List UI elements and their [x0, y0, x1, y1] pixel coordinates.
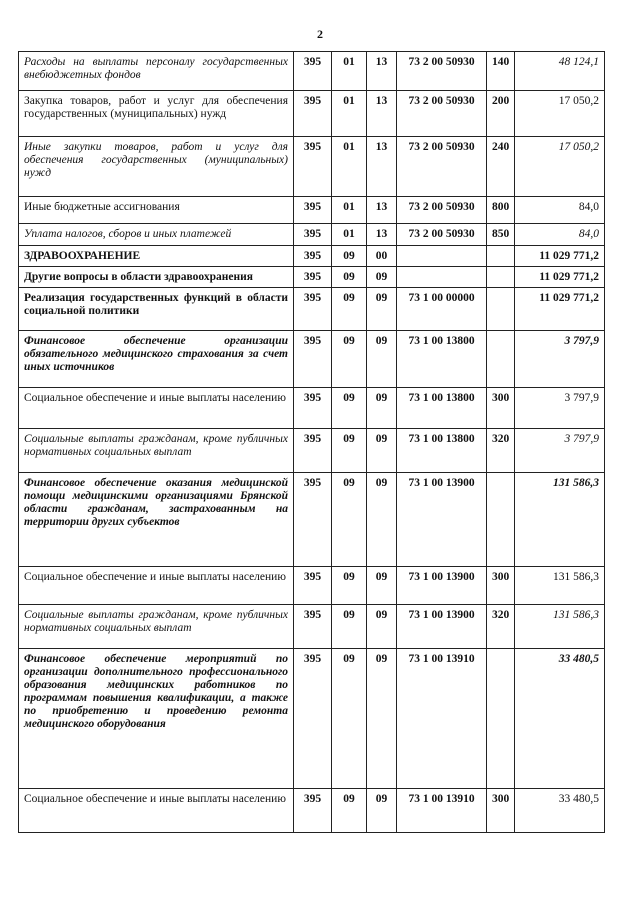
table-row — [19, 331, 605, 388]
row-expense-type: 300 — [487, 789, 515, 833]
row-target-article: 73 2 00 50930 — [397, 91, 487, 137]
row-name: Социальное обеспечение и иные выплаты населению — [19, 567, 294, 605]
row-section-code: 01 — [332, 91, 367, 137]
row-target-article: 73 1 00 13800 — [397, 388, 487, 429]
row-subsection-code: 09 — [367, 288, 397, 331]
row-grbs-code: 395 — [294, 137, 332, 197]
row-grbs-code: 395 — [294, 605, 332, 649]
row-expense-type: 240 — [487, 137, 515, 197]
table-row — [19, 224, 605, 246]
budget-table — [18, 51, 605, 833]
row-section-code: 09 — [332, 429, 367, 473]
row-section-code: 01 — [332, 52, 367, 91]
row-section-code: 09 — [332, 605, 367, 649]
row-target-article: 73 1 00 13910 — [397, 649, 487, 789]
row-grbs-code: 395 — [294, 91, 332, 137]
row-expense-type: 850 — [487, 224, 515, 246]
row-section-code: 09 — [332, 331, 367, 388]
row-target-article — [397, 246, 487, 267]
row-name: Финансовое обеспечение организации обязательного медицинского страхования за счет иных источников — [19, 331, 294, 388]
row-grbs-code: 395 — [294, 246, 332, 267]
row-target-article: 73 2 00 50930 — [397, 197, 487, 224]
row-section-code: 09 — [332, 473, 367, 567]
row-amount: 84,0 — [515, 197, 605, 224]
row-name: Социальные выплаты гражданам, кроме публичных нормативных социальных выплат — [19, 605, 294, 649]
row-subsection-code: 09 — [367, 429, 397, 473]
row-section-code: 09 — [332, 246, 367, 267]
row-subsection-code: 13 — [367, 137, 397, 197]
row-grbs-code: 395 — [294, 52, 332, 91]
row-expense-type — [487, 473, 515, 567]
row-target-article: 73 1 00 00000 — [397, 288, 487, 331]
row-name: Иные бюджетные ассигнования — [19, 197, 294, 224]
row-amount: 48 124,1 — [515, 52, 605, 91]
row-amount: 3 797,9 — [515, 331, 605, 388]
row-name: Социальные выплаты гражданам, кроме публичных нормативных социальных выплат — [19, 429, 294, 473]
row-subsection-code: 09 — [367, 605, 397, 649]
page-number: 2 — [317, 27, 323, 41]
table-row — [19, 246, 605, 267]
row-expense-type: 300 — [487, 567, 515, 605]
row-name: Закупка товаров, работ и услуг для обеспечения государственных (муниципальных) нужд — [19, 91, 294, 137]
row-name: Реализация государственных функций в области социальной политики — [19, 288, 294, 331]
table-row — [19, 137, 605, 197]
row-amount: 17 050,2 — [515, 137, 605, 197]
table-row — [19, 649, 605, 789]
row-amount: 11 029 771,2 — [515, 246, 605, 267]
row-target-article: 73 2 00 50930 — [397, 52, 487, 91]
row-grbs-code: 395 — [294, 331, 332, 388]
row-expense-type — [487, 267, 515, 288]
row-name: Социальное обеспечение и иные выплаты населению — [19, 388, 294, 429]
row-target-article: 73 2 00 50930 — [397, 224, 487, 246]
row-name: Финансовое обеспечение оказания медицинской помощи медицинскими организациями Брянской области гражданам, застрахованным на территории других субъектов — [19, 473, 294, 567]
row-subsection-code: 09 — [367, 267, 397, 288]
row-subsection-code: 13 — [367, 224, 397, 246]
row-grbs-code: 395 — [294, 429, 332, 473]
row-expense-type — [487, 288, 515, 331]
row-subsection-code: 09 — [367, 388, 397, 429]
row-grbs-code: 395 — [294, 388, 332, 429]
row-name: Уплата налогов, сборов и иных платежей — [19, 224, 294, 246]
row-amount: 11 029 771,2 — [515, 288, 605, 331]
row-expense-type: 200 — [487, 91, 515, 137]
table-row — [19, 473, 605, 567]
table-row — [19, 197, 605, 224]
row-section-code: 09 — [332, 267, 367, 288]
row-amount: 33 480,5 — [515, 649, 605, 789]
table-row — [19, 288, 605, 331]
row-name: Социальное обеспечение и иные выплаты населению — [19, 789, 294, 833]
row-target-article: 73 2 00 50930 — [397, 137, 487, 197]
row-target-article — [397, 267, 487, 288]
row-name: Финансовое обеспечение мероприятий по организации дополнительного профессионального образования медицинских работников по программам повышения квалификации, а также по приобретению и проведению ремонта медицинского оборудования — [19, 649, 294, 789]
row-target-article: 73 1 00 13800 — [397, 331, 487, 388]
row-target-article: 73 1 00 13900 — [397, 605, 487, 649]
table-row — [19, 789, 605, 833]
row-target-article: 73 1 00 13800 — [397, 429, 487, 473]
row-amount: 3 797,9 — [515, 388, 605, 429]
row-expense-type: 800 — [487, 197, 515, 224]
row-name: Расходы на выплаты персоналу государственных внебюджетных фондов — [19, 52, 294, 91]
row-amount: 131 586,3 — [515, 605, 605, 649]
row-grbs-code: 395 — [294, 288, 332, 331]
row-expense-type — [487, 649, 515, 789]
table-body — [19, 52, 605, 833]
row-subsection-code: 13 — [367, 52, 397, 91]
row-expense-type — [487, 246, 515, 267]
row-amount: 3 797,9 — [515, 429, 605, 473]
row-amount: 17 050,2 — [515, 91, 605, 137]
row-subsection-code: 09 — [367, 473, 397, 567]
row-amount: 33 480,5 — [515, 789, 605, 833]
table-row — [19, 567, 605, 605]
row-section-code: 01 — [332, 197, 367, 224]
row-grbs-code: 395 — [294, 197, 332, 224]
table-row — [19, 52, 605, 91]
table-row — [19, 605, 605, 649]
row-grbs-code: 395 — [294, 267, 332, 288]
row-expense-type: 320 — [487, 605, 515, 649]
table-row — [19, 91, 605, 137]
row-subsection-code: 13 — [367, 91, 397, 137]
row-subsection-code: 09 — [367, 331, 397, 388]
row-target-article: 73 1 00 13900 — [397, 567, 487, 605]
row-subsection-code: 09 — [367, 789, 397, 833]
row-expense-type — [487, 331, 515, 388]
row-section-code: 09 — [332, 649, 367, 789]
row-expense-type: 320 — [487, 429, 515, 473]
row-section-code: 09 — [332, 789, 367, 833]
row-section-code: 01 — [332, 137, 367, 197]
row-name: Иные закупки товаров, работ и услуг для обеспечения государственных (муниципальных) нужд — [19, 137, 294, 197]
row-section-code: 09 — [332, 388, 367, 429]
row-section-code: 09 — [332, 288, 367, 331]
row-amount: 84,0 — [515, 224, 605, 246]
row-grbs-code: 395 — [294, 649, 332, 789]
row-amount: 131 586,3 — [515, 567, 605, 605]
row-name: ЗДРАВООХРАНЕНИЕ — [19, 246, 294, 267]
row-section-code: 09 — [332, 567, 367, 605]
row-name: Другие вопросы в области здравоохранения — [19, 267, 294, 288]
row-expense-type: 140 — [487, 52, 515, 91]
row-amount: 11 029 771,2 — [515, 267, 605, 288]
row-subsection-code: 09 — [367, 649, 397, 789]
row-section-code: 01 — [332, 224, 367, 246]
row-expense-type: 300 — [487, 388, 515, 429]
row-subsection-code: 00 — [367, 246, 397, 267]
table-row — [19, 267, 605, 288]
row-grbs-code: 395 — [294, 567, 332, 605]
row-subsection-code: 09 — [367, 567, 397, 605]
row-target-article: 73 1 00 13910 — [397, 789, 487, 833]
row-subsection-code: 13 — [367, 197, 397, 224]
row-grbs-code: 395 — [294, 224, 332, 246]
table-row — [19, 388, 605, 429]
row-target-article: 73 1 00 13900 — [397, 473, 487, 567]
row-grbs-code: 395 — [294, 789, 332, 833]
row-grbs-code: 395 — [294, 473, 332, 567]
row-amount: 131 586,3 — [515, 473, 605, 567]
table-row — [19, 429, 605, 473]
